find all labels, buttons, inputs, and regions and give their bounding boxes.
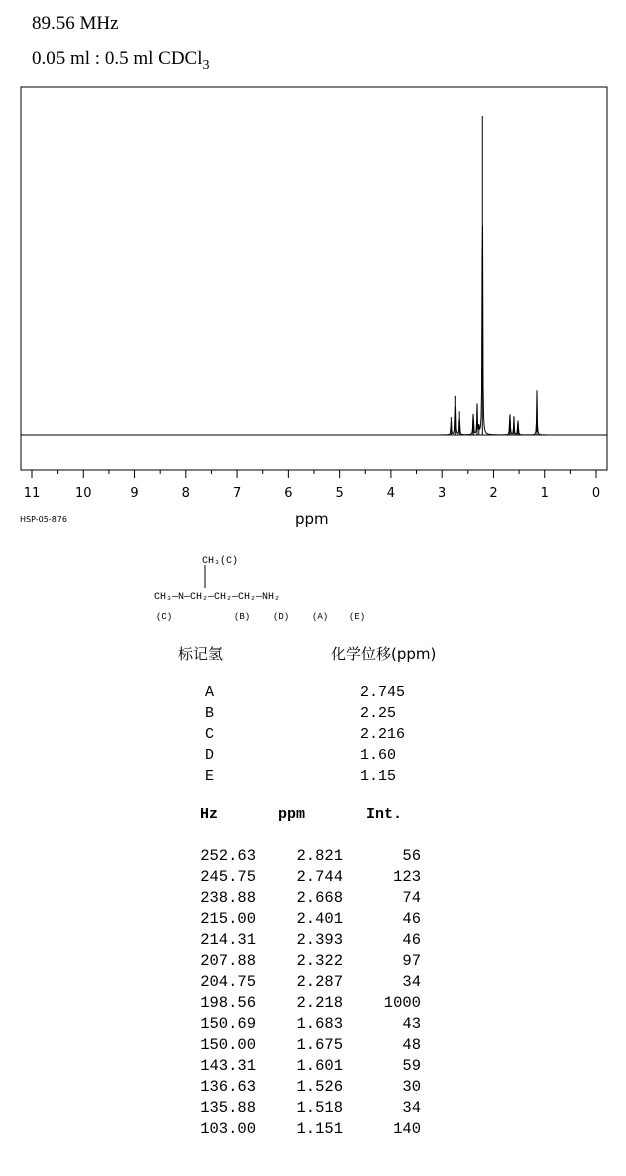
assignment-shift-column [360,682,405,787]
table-row [180,1119,421,1140]
intensity-cell: 123 [393,868,421,886]
chain-formula: CH₃—N—CH₂—CH₂—CH₂—NH₂ [154,592,281,603]
assignment-label: D [205,747,215,764]
intensity-cell: 1000 [383,994,421,1012]
hz-cell: 136.63 [200,1078,256,1096]
hz-cell: 135.88 [200,1099,256,1117]
intensity-cell: 74 [402,889,421,907]
hz-cell: 150.69 [200,1015,256,1033]
x-axis-label: ppm [295,510,329,528]
spectrometer-frequency: 89.56 MHz [32,13,119,34]
ppm-cell: 2.668 [296,889,343,907]
hz-cell: 245.75 [200,868,256,886]
table-row [180,909,421,930]
label-c: (C) [156,612,173,622]
table-row [180,1056,421,1077]
ppm-cell: 2.322 [296,952,343,970]
intensity-cell: 34 [402,973,421,991]
molecule-structure [150,548,390,628]
ppm-cell: 1.675 [296,1036,343,1054]
spectrum-trace [22,226,606,435]
hz-cell: 214.31 [200,931,256,949]
intensity-cell: 43 [402,1015,421,1033]
solvent-subscript: 3 [202,58,210,73]
assignment-shift: 1.60 [360,747,397,764]
ppm-cell: 1.526 [296,1078,343,1096]
table-row [180,1035,421,1056]
intensity-cell: 30 [402,1078,421,1096]
label-b: (B) [234,612,251,622]
intensity-cell: 140 [393,1120,421,1138]
table-row [180,1098,421,1119]
x-tick-label: 6 [284,486,293,501]
x-tick-label: 0 [591,486,601,501]
label-e: (E) [349,612,366,622]
peak-table-header-int: Int. [366,806,403,823]
table-row [180,1077,421,1098]
x-tick-label: 10 [74,486,92,501]
peak-table-header-ppm: ppm [278,806,306,823]
hz-cell: 238.88 [200,889,256,907]
assignment-label: A [205,684,215,701]
x-axis-ticks [32,470,596,478]
hz-cell: 150.00 [200,1036,256,1054]
assignment-label-column [205,682,214,787]
x-tick-label: 4 [386,486,396,501]
ppm-cell: 2.744 [296,868,343,886]
hz-cell: 252.63 [200,847,256,865]
hz-cell: 207.88 [200,952,256,970]
assignment-header-shift: 化学位移(ppm) [331,645,437,663]
ppm-cell: 1.683 [296,1015,343,1033]
x-tick-label: 2 [489,486,498,501]
spectrum-code: HSP-05-876 [20,515,67,524]
ppm-cell: 2.393 [296,931,343,949]
assignment-shift: 2.25 [360,705,397,722]
table-row [180,993,421,1014]
hz-cell: 103.00 [200,1120,256,1138]
ppm-cell: 2.287 [296,973,343,991]
intensity-cell: 46 [402,931,421,949]
intensity-cell: 34 [402,1099,421,1117]
ppm-cell: 1.518 [296,1099,343,1117]
peak-table [180,846,421,1140]
table-row [180,888,421,909]
hz-cell: 198.56 [200,994,256,1012]
table-row [180,930,421,951]
intensity-cell: 48 [402,1036,421,1054]
intensity-cell: 56 [402,847,421,865]
table-row [180,1014,421,1035]
x-tick-label: 11 [23,486,41,501]
x-tick-label: 8 [181,486,190,501]
ppm-cell: 2.401 [296,910,343,928]
x-tick-label: 7 [232,486,242,501]
table-row [180,846,421,867]
ppm-cell: 2.218 [296,994,343,1012]
x-tick-label: 5 [335,486,344,501]
intensity-cell: 97 [402,952,421,970]
table-row [180,951,421,972]
ppm-cell: 2.821 [296,847,343,865]
peak-table-header-hz: Hz [200,806,219,823]
label-a: (A) [312,612,329,622]
x-tick-label: 1 [540,486,549,501]
plot-frame [21,87,607,470]
intensity-cell: 59 [402,1057,421,1075]
x-axis-tick-labels [24,486,600,501]
ppm-cell: 1.601 [296,1057,343,1075]
x-tick-label: 9 [130,486,139,501]
assignment-shift: 2.745 [360,684,406,701]
solvent-text: 0.05 ml : 0.5 ml CDCl [32,48,203,69]
peak-marks [451,116,537,435]
assignment-label: E [205,768,215,785]
assignment-shift: 2.216 [360,726,406,743]
nmr-spectrum-chart [0,0,626,540]
intensity-cell: 46 [402,910,421,928]
x-tick-label: 3 [438,486,447,501]
top-methyl-label: CH₃(C) [202,556,239,567]
table-row [180,972,421,993]
label-d: (D) [273,612,290,622]
assignment-header-label: 标记氢 [178,645,224,663]
hz-cell: 215.00 [200,910,256,928]
assignment-label: B [205,705,215,722]
assignment-shift: 1.15 [360,768,397,785]
hz-cell: 143.31 [200,1057,256,1075]
assignment-label: C [205,726,215,743]
ppm-cell: 1.151 [296,1120,343,1138]
hz-cell: 204.75 [200,973,256,991]
table-row [180,867,421,888]
